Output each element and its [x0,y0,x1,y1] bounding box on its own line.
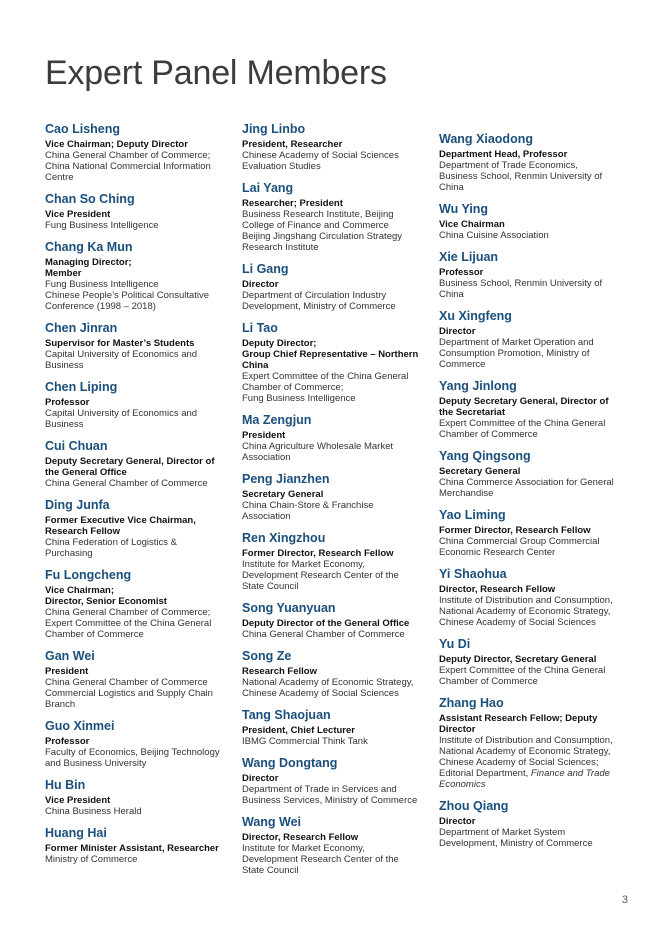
member-organization: Institute for Market Economy, [242,843,365,854]
member-organization: IBMG Commercial Think Tank [242,736,368,747]
member-entry [45,718,237,769]
member-organization: Economics [439,779,486,790]
member-role: Former Director, Research Fellow [439,525,591,536]
member-role: Vice Chairman [439,219,505,230]
member-role: Research Fellow [242,666,317,677]
member-organization: Expert Committee of the China General [439,418,606,429]
member-name: Yi Shaohua [439,567,507,581]
member-name: Cao Lisheng [45,122,121,136]
member-organization: Chinese Academy of Social Sciences [439,617,596,628]
member-organization: China Commerce Association for General [439,477,614,488]
member-role: President, Researcher [242,139,343,150]
member-role: Director [439,816,476,827]
member-organization: Institute of Distribution and Consumption, [439,735,613,746]
member-organization: Research Institute [242,242,319,253]
member-organization: Department of Circulation Industry [242,290,387,301]
member-name: Zhou Qiang [439,799,509,813]
member-role: Director, Research Fellow [439,584,556,595]
member-role: Professor [45,736,90,747]
member-organization: Faculty of Economics, Beijing Technology [45,747,220,758]
member-organization: Association [242,452,291,463]
member-organization: Economic Research Center [439,547,556,558]
member-entry [242,471,434,522]
member-organization: National Academy of Economic Strategy, [439,606,611,617]
member-entry [439,448,629,499]
member-name: Gan Wei [45,649,95,663]
member-role: Deputy Director; [242,338,317,349]
member-name: Wang Wei [242,815,302,829]
page-number: 3 [621,894,628,906]
member-organization: Development Research Center of the [242,570,399,581]
member-organization: Development Research Center of the [242,854,399,865]
member-name: Ren Xingzhou [242,531,326,545]
member-entry [242,814,434,876]
member-role: Department Head, Professor [439,149,568,160]
member-name: Song Ze [242,649,292,663]
member-organization: Business [45,360,84,371]
member-role: Assistant Research Fellow; Deputy [439,713,598,724]
member-name: Cui Chuan [45,439,108,453]
member-organization: College of Finance and Commerce [242,220,389,231]
member-entry [439,308,629,370]
member-organization: Expert Committee of the China General [242,371,409,382]
member-role: Secretary General [242,489,324,500]
member-organization: China [439,289,464,300]
member-entry [439,798,629,849]
member-column-2 [242,121,434,884]
member-role: Group Chief Representative – Northern [242,349,419,360]
member-entry [242,530,434,592]
member-role: Director, Research Fellow [242,832,359,843]
member-role: Former Minister Assistant, Researcher [45,843,219,854]
member-organization: China General Chamber of Commerce [242,629,405,640]
member-organization: Beijing Jingshang Circulation Strategy [242,231,403,242]
member-organization: Commerce [439,359,486,370]
member-organization: Business School, Renmin University of [439,278,603,289]
member-name: Huang Hai [45,826,107,840]
member-role: Research Fellow [45,526,120,537]
member-role: Vice Chairman; [45,585,114,596]
member-role: the General Office [45,467,127,478]
member-organization: China Chain-Store & Franchise [242,500,374,511]
member-role: Vice President [45,795,111,806]
member-organization: Fung Business Intelligence [242,393,356,404]
member-entry [45,648,237,710]
member-organization: Chamber of Commerce [45,629,144,640]
member-organization: Institute for Market Economy, [242,559,365,570]
member-entry [439,566,629,628]
member-organization: Department of Market Operation and [439,337,594,348]
member-role: President [45,666,89,677]
member-entry [242,121,434,172]
member-organization: Development, Ministry of Commerce [439,838,593,849]
member-organization: Commercial Logistics and Supply Chain [45,688,213,699]
member-organization: Fung Business Intelligence [45,279,159,290]
member-organization: China Cuisine Association [439,230,549,241]
member-name: Wu Ying [439,202,489,216]
member-entry [45,438,237,489]
member-name: Lai Yang [242,181,294,195]
member-role: Deputy Director, Secretary General [439,654,597,665]
member-entry [242,707,434,747]
member-column-1 [45,121,237,873]
member-organization: Department of Market System [439,827,566,838]
member-name: Hu Bin [45,778,86,792]
member-entry [242,320,434,404]
member-organization: Editorial Department, Finance and Trade [439,768,610,779]
member-organization: Expert Committee of the China General [439,665,606,676]
member-organization: Conference (1998 – 2018) [45,301,156,312]
member-organization: Business [45,419,84,430]
member-organization: Evaluation Studies [242,161,321,172]
member-organization: Business School, Renmin University of [439,171,603,182]
member-name: Yu Di [439,637,471,651]
member-name: Wang Dongtang [242,756,338,770]
member-organization: Branch [45,699,76,710]
member-organization: China General Chamber of Commerce; [45,150,211,161]
member-name: Chang Ka Mun [45,240,133,254]
member-organization: China Commercial Group Commercial [439,536,600,547]
member-organization: Merchandise [439,488,494,499]
member-organization: Centre [45,172,74,183]
member-entry [439,249,629,300]
member-name: Li Gang [242,262,289,276]
member-role: Former Director, Research Fellow [242,548,394,559]
member-entry [439,636,629,687]
member-organization: Department of Trade Economics, [439,160,578,171]
member-role: Director [242,279,279,290]
member-name: Zhang Hao [439,696,504,710]
member-name: Xie Lijuan [439,250,499,264]
member-name: Chen Jinran [45,321,118,335]
member-organization: Capital University of Economics and [45,408,198,419]
member-organization: China Federation of Logistics & [45,537,178,548]
member-role: President, Chief Lecturer [242,725,355,736]
member-organization: Department of Trade in Services and [242,784,397,795]
member-entry [45,567,237,640]
member-role: Researcher; President [242,198,343,209]
member-entry [439,507,629,558]
member-entry [45,239,237,312]
member-organization: Chinese People’s Political Consultative [45,290,210,301]
page-title: Expert Panel Members [45,54,387,92]
member-role: Former Executive Vice Chairman, [45,515,196,526]
member-entry [242,648,434,699]
member-name: Peng Jianzhen [242,472,330,486]
member-organization: Ministry of Commerce [45,854,138,865]
member-organization: Chamber of Commerce [439,429,538,440]
member-organization: Chinese Academy of Social Sciences [242,150,399,161]
member-organization: National Academy of Economic Strategy, [242,677,414,688]
member-entry [242,412,434,463]
member-organization: China General Chamber of Commerce [45,677,208,688]
member-organization: China General Chamber of Commerce [45,478,208,489]
member-name: Song Yuanyuan [242,601,336,615]
member-role: Vice President [45,209,111,220]
member-entry [439,695,629,790]
member-organization: China Agriculture Wholesale Market [242,441,394,452]
member-role: Director [242,773,279,784]
member-role: Vice Chairman; Deputy Director [45,139,188,150]
member-entry [242,261,434,312]
member-role: Supervisor for Master’s Students [45,338,195,349]
member-name: Jing Linbo [242,122,306,136]
member-role: Director [439,724,476,735]
member-role: Director, Senior Economist [45,596,167,607]
member-role: Managing Director; [45,257,132,268]
member-entry [45,379,237,430]
member-role: Deputy Secretary General, Director of [45,456,215,467]
member-role: the Secretariat [439,407,506,418]
member-role: Director [439,326,476,337]
member-organization: State Council [242,865,299,876]
member-name: Yang Qingsong [439,449,531,463]
member-organization: State Council [242,581,299,592]
member-organization: Consumption Promotion, Ministry of [439,348,590,359]
member-organization: Business Research Institute, Beijing [242,209,394,220]
member-entry [45,825,237,865]
member-name: Fu Longcheng [45,568,132,582]
member-organization: Chamber of Commerce [439,676,538,687]
member-entry [45,121,237,183]
member-organization: Chinese Academy of Social Sciences; [439,757,599,768]
member-name: Wang Xiaodong [439,132,533,146]
member-organization: China Business Herald [45,806,142,817]
member-role: Deputy Secretary General, Director of [439,396,609,407]
member-entry [45,191,237,231]
member-organization: Association [242,511,291,522]
member-organization: China [439,182,464,193]
member-role: President [242,430,286,441]
member-role: Deputy Director of the General Office [242,618,410,629]
member-name: Yao Liming [439,508,506,522]
member-role: China [242,360,269,371]
member-entry [439,201,629,241]
member-name: Yang Jinlong [439,379,517,393]
member-organization: Fung Business Intelligence [45,220,159,231]
member-organization: China National Commercial Information [45,161,211,172]
member-organization: Chinese Academy of Social Sciences [242,688,399,699]
member-name: Xu Xingfeng [439,309,512,323]
member-name: Chan So Ching [45,192,135,206]
member-entry [242,755,434,806]
member-role: Professor [45,397,90,408]
member-role: Professor [439,267,484,278]
member-organization: China General Chamber of Commerce; [45,607,211,618]
member-organization: Business Services, Ministry of Commerce [242,795,418,806]
member-entry [242,600,434,640]
member-organization: National Academy of Economic Strategy, [439,746,611,757]
member-organization: Purchasing [45,548,93,559]
member-organization: Expert Committee of the China General [45,618,212,629]
member-entry [439,131,629,193]
member-entry [45,497,237,559]
member-organization: Development, Ministry of Commerce [242,301,396,312]
member-name: Chen Liping [45,380,118,394]
member-entry [45,320,237,371]
member-role: Member [45,268,82,279]
member-column-3 [439,131,629,857]
member-entry [45,777,237,817]
member-name: Tang Shaojuan [242,708,331,722]
member-role: Secretary General [439,466,521,477]
member-name: Guo Xinmei [45,719,115,733]
member-name: Ma Zengjun [242,413,312,427]
member-organization: Chamber of Commerce; [242,382,344,393]
member-name: Li Tao [242,321,278,335]
member-entry [242,180,434,253]
member-name: Ding Junfa [45,498,110,512]
member-entry [439,378,629,440]
member-organization: Institute of Distribution and Consumption, [439,595,613,606]
member-organization: Capital University of Economics and [45,349,198,360]
member-organization: and Business University [45,758,147,769]
